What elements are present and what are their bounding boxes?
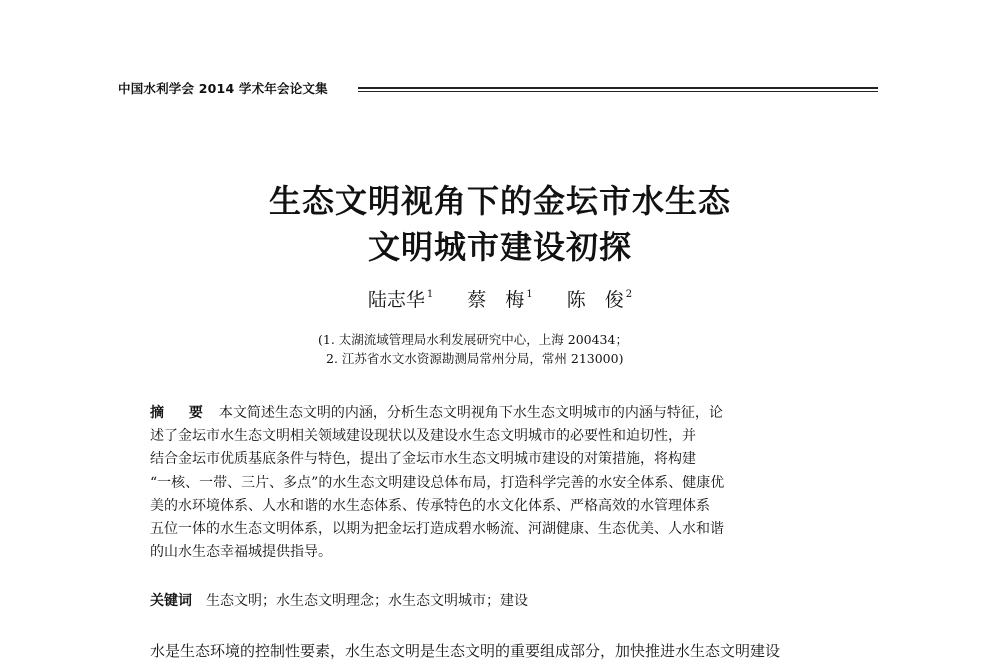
affiliation-2: 2. 江苏省水文水资源勘测局常州分局，常州 213000) (326, 351, 624, 366)
author-name: 陆志华 (367, 289, 425, 311)
affiliation-1: (1. 太湖流域管理局水利发展研究中心，上海 200434； (318, 332, 628, 347)
abstract-line: 述了金坛市水生态文明相关领域建设现状以及建设水生态文明城市的必要性和迫切性，并 (150, 428, 696, 445)
author-affiliation-mark: 2 (625, 289, 633, 300)
author-3 (567, 285, 632, 312)
author-1 (368, 285, 433, 312)
body-paragraph-first-line: 水是生态环境的控制性要素，水生态文明是生态文明的重要组成部分，加快推进水生态文明建设 (150, 642, 781, 660)
author-affiliation-mark: 1 (526, 289, 533, 300)
author-name: 蔡 梅 (467, 289, 525, 311)
keywords-label: 关键词 (150, 593, 192, 609)
abstract-text: 本文简述生态文明的内涵，分析生态文明视角下水生态文明城市的内涵与特征，论 (218, 405, 723, 421)
header-rule-thin (358, 91, 878, 92)
author-affiliation-mark: 1 (426, 289, 434, 300)
abstract-line (150, 402, 850, 425)
running-header (118, 79, 878, 99)
author-name: 陈 俊 (566, 289, 624, 311)
abstract-line: 美的水环境体系、人水和谐的水生态体系、传承特色的水文化体系、严格高效的水管理体系 (150, 497, 710, 514)
paper-title-line-2: 文明城市建设初探 (367, 228, 632, 266)
author-list (0, 285, 1000, 312)
abstract-line: 五位一体的水生态文明体系，以期为把金坛打造成碧水畅流、河湖健康、生态优美、人水和谐 (150, 521, 724, 538)
abstract-line: “一核、一带、三片、多点”的水生态文明建设总体布局，打造科学完善的水安全体系、健康优 (150, 474, 725, 491)
abstract-line: 的山水生态幸福城提供指导。 (150, 544, 332, 561)
abstract-label: 摘 要 (150, 405, 213, 421)
abstract-line: 结合金坛市优质基底条件与特色，提出了金坛市水生态文明城市建设的对策措施，将构建 (150, 451, 696, 468)
author-2 (467, 285, 532, 312)
journal-name: 中国水利学会 2014 学术年会论文集 (118, 81, 328, 96)
keywords (150, 590, 528, 610)
paper-title-line-1: 生态文明视角下的金坛市水生态 (268, 182, 731, 220)
abstract (150, 402, 850, 564)
header-rule (358, 87, 878, 89)
keywords-text: 生态文明；水生态文明理念；水生态文明城市；建设 (206, 593, 528, 609)
